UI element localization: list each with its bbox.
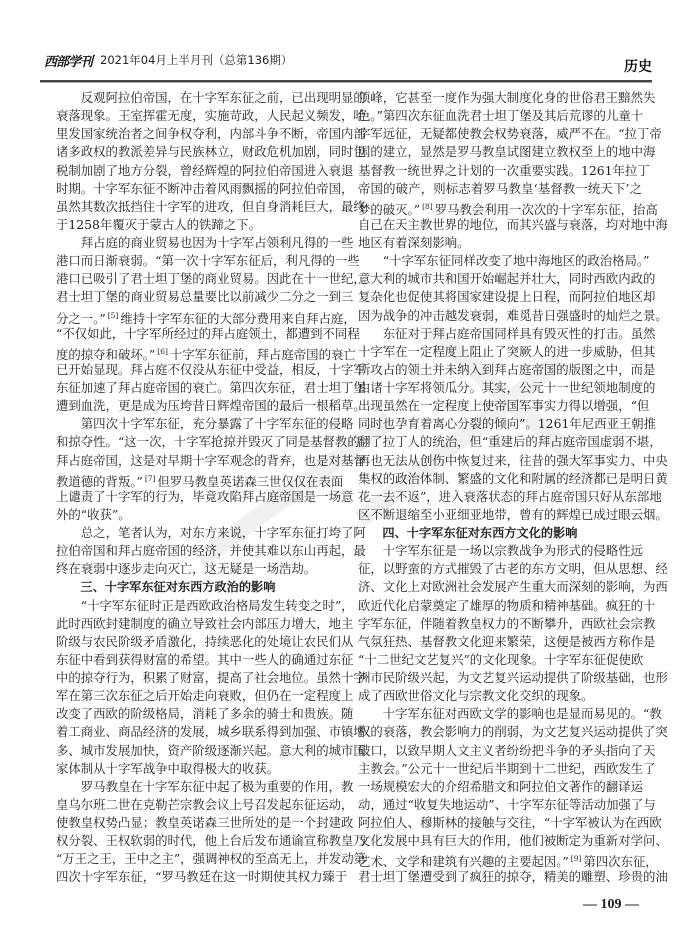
- paragraph-line: 十字军东征对西欧文学的影响也是显而易见的。“教: [382, 706, 662, 722]
- paragraph-line: 改变了西欧的阶级格局，消耗了多余的骑士和贵族。随: [56, 706, 354, 722]
- citation-marker: [5]: [107, 310, 119, 320]
- paragraph-line: 国的建立，显然是罗马教皇试图建立教权至上的地中海: [358, 144, 656, 160]
- paragraph-line: 东征加速了拜占庭帝国的衰亡。第四次东征，君士坦丁堡: [56, 380, 366, 395]
- journal-logo: 西部学刊: [44, 55, 93, 70]
- paragraph-line: 和掠夺性。“这一次，十字军抢掠并毁灭了同是基督教的: [56, 434, 360, 450]
- paragraph-line: 成了西欧世俗文化与宗教文化交织的现象。: [358, 688, 594, 704]
- citation-marker: [7]: [144, 473, 156, 483]
- paragraph-line: 反观阿拉伯帝国，在十字军东征之前，已出现明显的: [80, 90, 366, 105]
- paragraph-line: 于1258年覆灭于蒙古人的铁蹄之下。: [56, 216, 262, 232]
- paragraph-line: 此时西欧封建制度的确立导致社会内部压力增大，地主: [56, 615, 354, 631]
- text-segment: 艺术、文学和建筑有兴趣的主要起因。”: [358, 854, 569, 870]
- paragraph-line: 阿拉伯人、穆斯林的接触与交往，“十字军被认为在西欧: [358, 815, 662, 830]
- paragraph-line: 外的“收获”。: [56, 506, 131, 522]
- paragraph-line: 顶峰，它甚至一度作为强大制度化身的世俗君王黯然失: [358, 90, 656, 105]
- paragraph-line: 济、文化上对欧洲社会发展产生重大而深刻的影响，为西: [358, 579, 668, 595]
- running-header: [40, 46, 652, 80]
- section-label: 历史: [624, 59, 652, 75]
- section-heading: 三、十字军东征对东西方政治的影响: [80, 580, 276, 595]
- paragraph-line: 东征中看到获得财富的希望。其中一些人的确通过东征: [56, 651, 354, 667]
- paragraph-line: “十字军东征时正是西欧政治格局发生转变之时”，: [80, 597, 354, 613]
- paragraph-line: 诸多政权的教派差异与民族林立，财政危机加剧，同时包: [56, 144, 366, 160]
- paragraph-line: 因为战争的冲击越发衰弱，难觅昔日强盛时的灿烂之景。: [358, 307, 668, 323]
- paragraph-line: 第四次十字军东征，充分暴露了十字军东征的侵略: [80, 416, 354, 432]
- paragraph-line: 总之，笔者认为，对东方来说，十字军东征打垮了阿: [80, 525, 366, 540]
- text-segment: 十字军东征前，拜占庭帝国的衰亡: [169, 346, 356, 362]
- paragraph-line: 所攻占的领土并未纳入到拜占庭帝国的版图之中，而是: [358, 361, 656, 377]
- paragraph-line: 意大利的城市共和国开始崛起并壮大，同时西欧内政的: [358, 271, 656, 287]
- paragraph-line: 欧近代化启蒙奠定了雄厚的物质和精神基础。疯狂的十: [358, 597, 656, 613]
- paragraph-line: 十字军在一定程度上阻止了突厥人的进一步威胁，但其: [358, 343, 656, 359]
- paragraph-line: 港口而日渐衰弱。“第一次十字军东征后，利凡得的一些: [56, 253, 360, 269]
- text-segment: 教道德的背叛。”: [56, 473, 143, 489]
- paragraph-line: 帝国的破产，则标志着罗马教皇‘基督教一统天下’之: [358, 180, 642, 196]
- paragraph-line: 里发国家统治者之间争权夺利，内部斗争不断，帝国内部: [56, 126, 366, 142]
- left-column: [56, 89, 367, 887]
- paragraph-line: 军在第三次东征之后开始走向衰败，但仍在一定程度上: [56, 688, 354, 704]
- paragraph-line: 洲市民阶级兴起，为文艺复兴运动提供了阶级基础，也形: [358, 670, 668, 685]
- text-segment: 第四次东征，: [583, 854, 658, 870]
- paragraph-line: 多、城市发展加快，资产阶级逐渐兴起。意大利的城市国: [56, 742, 366, 758]
- paragraph-line: 税制加剧了地方分裂，曾经辉煌的阿拉伯帝国进入衰退: [56, 162, 354, 178]
- text-segment: 梦的破灭。”: [358, 201, 421, 217]
- paragraph-line: 字军远征，无疑都使教会权势衰落，威严不在。“拉丁帝: [358, 126, 662, 142]
- text-segment: 度的掠夺和破坏。”: [56, 346, 156, 362]
- issue-info: 2021年04月上半月刊（总第136期）: [100, 53, 293, 67]
- paragraph-line: 使教皇权势凸显；教皇英诺森三世所处的是一个封建政: [56, 815, 354, 830]
- right-column: [358, 89, 668, 887]
- paragraph-line: 虽然其数次抵挡住十字军的进攻，但自身消耗巨大，最终: [56, 198, 366, 214]
- paragraph-line: 君士坦丁堡的商业贸易总量要比以前减少二分之一到三: [56, 289, 354, 305]
- section-heading: 四、十字军东征对东西方文化的影响: [382, 526, 578, 540]
- page-number: — 109 —: [583, 897, 639, 912]
- paragraph-line: 君士坦丁堡遭受到了疯狂的掠夺，精美的雕塑、珍贵的油: [358, 869, 668, 885]
- paragraph-line: 文化发展中具有巨大的作用，他们被断定为重新对学问、: [358, 833, 668, 849]
- paragraph-line: 家体制从十字军战争中取得极大的收获。: [56, 760, 280, 776]
- paragraph-line: 地区有着深刻影响。: [358, 235, 470, 250]
- citation-marker: [6]: [157, 346, 168, 356]
- paragraph-line: 基督教一统世界之计划的一次重要实践。1261年拉丁: [358, 162, 650, 178]
- paragraph-line: 四次十字军东征，“罗马教廷在这一时期使其权力臻于: [56, 869, 348, 885]
- paragraph-line: 权分裂、王权软弱的时代，他上台后发布通谕宣称教皇乃: [56, 833, 366, 849]
- text-segment: 维持十字军东征的大部分费用来自拜占庭，: [120, 310, 356, 326]
- paragraph-line: 上谴责了十字军的行为，毕竟攻陷拜占庭帝国是一场意: [56, 488, 354, 504]
- paragraph-line: 港口已吸引了君士坦丁堡的商业贸易。因此在十一世纪，: [56, 271, 366, 287]
- paragraph-line: 复杂化也促使其将国家建设提上日程，而阿拉伯地区却: [358, 289, 656, 305]
- paragraph-line: 拉伯帝国和拜占庭帝国的经济，并使其难以东山再起，最: [56, 543, 366, 559]
- paragraph-line: 拜占庭的商业贸易也因为十字军占领利凡得的一些: [80, 235, 354, 250]
- paragraph-line: 东征对于拜占庭帝国同样具有毁灭性的打击。虽然: [382, 325, 656, 341]
- paragraph-line: “不仅如此，十字军所经过的拜占庭领土，都遭到不同程: [56, 325, 360, 341]
- paragraph-line: 色。”第四次东征血洗君士坦丁堡及其后荒谬的儿童十: [358, 108, 644, 124]
- paragraph-line: 十字军东征是一场以宗教战争为形式的侵略性远: [382, 543, 643, 559]
- paragraph-line: 遭到血洗，更是成为压垮昔日辉煌帝国的最后一根稻草。: [56, 398, 366, 414]
- paragraph-line: 集权的政治体制、繁盛的文化和附属的经济都已是明日黄: [358, 470, 668, 486]
- paragraph-line: [56, 470, 344, 489]
- citation-marker: [9]: [570, 854, 582, 864]
- paragraph-line: 权的衰落，教会影响力的削弱，为文艺复兴运动提供了突: [358, 724, 668, 740]
- text-segment: 但罗马教皇英诺森三世仅仅在表面: [157, 473, 344, 489]
- paragraph-line: 着工商业、商品经济的发展，城乡联系得到加强、市镇增: [56, 724, 366, 740]
- paragraph-line: 终在衰弱中逐步走向灭亡，这无疑是一场浩劫。: [56, 561, 317, 577]
- paragraph-line: 出现虽然在一定程度上使帝国军事实力得以增强，“但: [358, 398, 650, 414]
- paragraph-line: 同时也孕育着离心分裂的倾向”。1261年尼西亚王朝推: [358, 416, 657, 432]
- text-segment: 分之一。”: [56, 310, 106, 326]
- paragraph-line: 一场规模宏大的介绍希腊文和阿拉伯文著作的翻译运: [358, 778, 643, 794]
- paragraph-line: 罗马教皇在十字军东征中起了极为重要的作用，教: [80, 778, 354, 794]
- paragraph-line: 皇乌尔班二世在克勒芒宗教会议上号召发起东征运动，: [56, 796, 354, 812]
- paragraph-line: 动，通过“收复失地运动”、十字军东征等活动加强了与: [358, 796, 656, 812]
- paragraph-line: [358, 198, 658, 217]
- paragraph-line: 字军东征，伴随着教皇权力的不断攀升，西欧社会宗教: [358, 615, 656, 631]
- paragraph-line: 再也无法从创伤中恢复过来，往昔的强大军事实力、中央: [358, 452, 668, 468]
- paragraph-line: “十二世纪文艺复兴”的文化现象。十字军东征促使欧: [358, 651, 644, 667]
- paragraph-line: 已开始显现。拜占庭不仅没从东征中受益，相反，十字军: [56, 361, 366, 377]
- paragraph-line: 由诸十字军将领瓜分。其实，公元十一世纪领地制度的: [358, 380, 656, 395]
- paragraph-line: “十字军东征同样改变了地中海地区的政治格局。”: [382, 253, 650, 269]
- paragraph-line: 气氛狂热、基督教文化迎来繁荣，这便是被西方称作是: [358, 633, 656, 649]
- paragraph-line: [56, 307, 356, 326]
- paragraph-line: 花一去不返”，进入衰落状态的拜占庭帝国只好从东部地: [358, 488, 662, 504]
- paragraph-line: 主教会。”公元十一世纪后半期到十二世纪，西欧发生了: [358, 760, 656, 776]
- paragraph-line: 区不断退缩至小亚细亚地带，曾有的辉煌已成过眼云烟。: [358, 506, 668, 522]
- citation-marker: [8]: [422, 201, 433, 211]
- header-rule: [40, 80, 652, 83]
- paragraph-line: [358, 850, 658, 870]
- paragraph-line: 破口，以致早期人文主义者纷纷把斗争的矛头指向了天: [358, 742, 656, 758]
- paragraph-line: 拜占庭帝国，这是对早期十字军观念的背弃，也是对基督: [56, 452, 366, 468]
- paragraph-line: [56, 343, 356, 362]
- paragraph-line: 翻了拉丁人的统治，但“重建后的拜占庭帝国虚弱不堪，: [358, 434, 662, 450]
- paragraph-line: 时期。十字军东征不断冲击着风雨飘摇的阿拉伯帝国，: [56, 180, 354, 196]
- paragraph-line: 阶级与农民阶级矛盾激化，持续恶化的处境让农民们从: [56, 633, 354, 649]
- paragraph-line: 衰落现象。王室挥霍无度，实施苛政，人民起义频发，哈: [56, 108, 366, 124]
- paragraph-line: 中的掠夺行为，积累了财富，提高了社会地位。虽然十字: [56, 670, 366, 685]
- paragraph-line: 征，以野蛮的方式摧毁了古老的东方文明，但从思想、经: [358, 561, 668, 577]
- paragraph-line: “万王之王，王中之主”，强调神权的至高无上，并发动第: [56, 851, 367, 867]
- paragraph-line: 自己在天主教世界的地位，而其兴盛与衰落，均对地中海: [358, 216, 668, 232]
- text-segment: 罗马教会利用一次次的十字军东征，抬高: [434, 201, 658, 217]
